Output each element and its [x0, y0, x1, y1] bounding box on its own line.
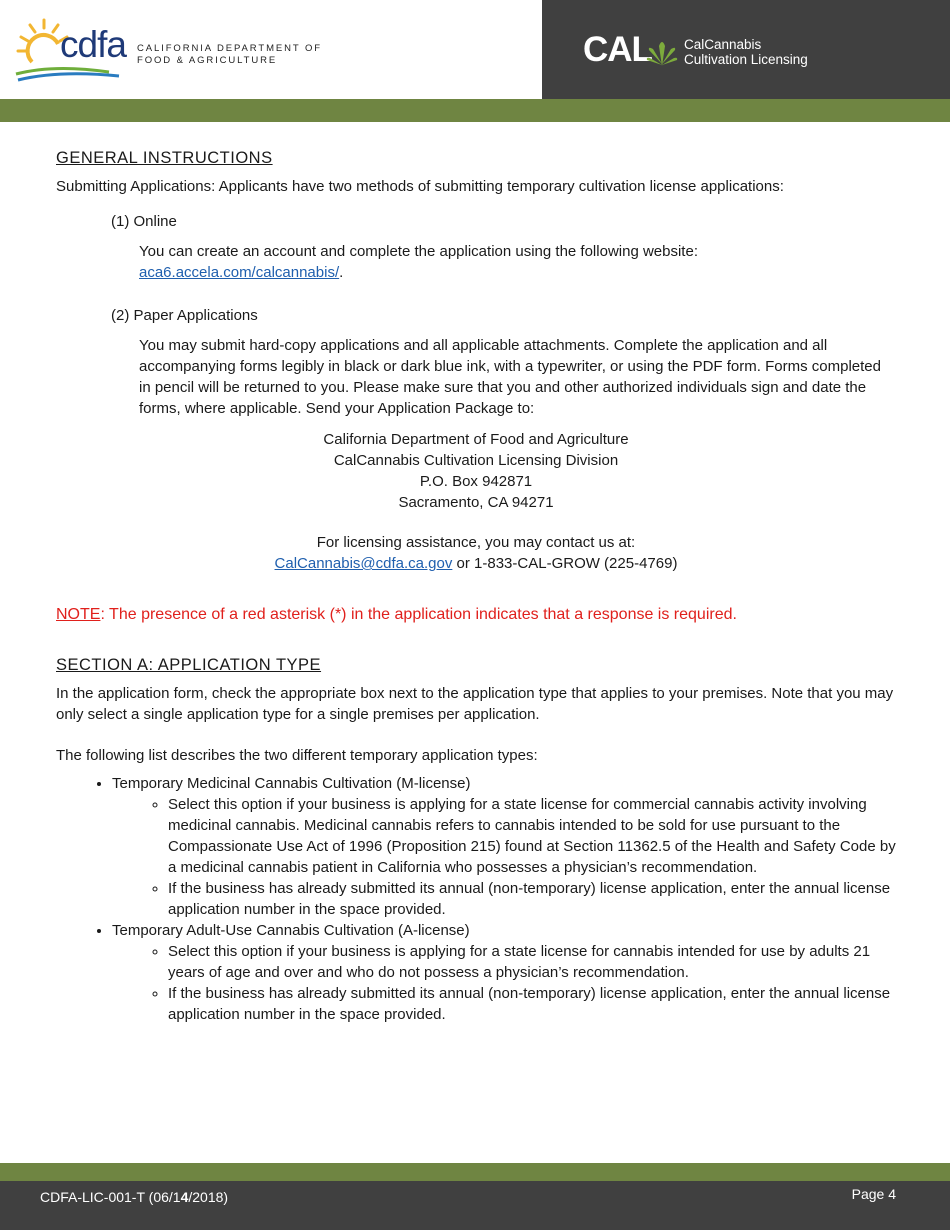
- cdfa-logo-area: [0, 0, 542, 99]
- section-a-list-intro: The following list describes the two different temporary application types:: [56, 747, 538, 764]
- online-application-link[interactable]: aca6.accela.com/calcannabis/: [139, 264, 340, 281]
- form-code-suffix: /2018): [188, 1189, 229, 1205]
- online-link-suffix: .: [339, 264, 344, 281]
- section-a-heading: SECTION A: APPLICATION TYPE: [56, 656, 322, 674]
- header-accent-band: [0, 99, 950, 122]
- cdfa-org-line2: FOOD & AGRICULTURE: [137, 55, 278, 66]
- required-field-note: [56, 604, 896, 625]
- page-footer: [0, 1181, 950, 1230]
- cdfa-org-name: [137, 43, 322, 67]
- general-intro: Submitting Applications: Applicants have two methods of submitting temporary cultivation license applications:: [56, 178, 784, 195]
- section-a-intro: In the application form, check the appropriate box next to the application type that applies to your premises. Note that you may only select a single application type for a single premises per application.: [56, 685, 894, 723]
- form-code: [40, 1189, 228, 1205]
- contact-phone: or 1-833-CAL-GROW (225-4769): [452, 555, 678, 572]
- cal-line2: Cultivation Licensing: [684, 52, 808, 67]
- contact-info: [56, 532, 896, 574]
- page-number: Page 4: [851, 1186, 896, 1202]
- list-item: [112, 920, 896, 1025]
- paper-text: You may submit hard-copy applications and all applicable attachments. Complete the application and all accompanying forms legibly in black or dark blue ink, with a typewriter, or using the PDF form. Forms completed in pencil will be returned to you. Please make sure that you and other authorized individuals sign and date the forms, where applicable. Send your Application Package to:: [139, 337, 881, 417]
- cdfa-org-line1: CALIFORNIA DEPARTMENT OF: [137, 43, 322, 54]
- address-line: Sacramento, CA 94271: [398, 494, 554, 511]
- note-label: NOTE: [56, 606, 101, 623]
- contact-email-link[interactable]: CalCannabis@cdfa.ca.gov: [274, 555, 453, 572]
- method-paper-title: (2) Paper Applications: [111, 307, 258, 324]
- mailing-address: [56, 429, 896, 513]
- list-item: ◦ Select this option if your business is applying for a state license for commercial cannabis activity involving medicinal cannabis. Medicinal cannabis refers to cannabis intended to be sold for use pursuant to the Compassionate Use Act of 1996 (Proposition 215) found at Section 11362.5 of the Health and Safety Code by a medicinal cannabis patient in California who possesses a physician’s recommendation.: [168, 794, 896, 878]
- cal-line1: CalCannabis: [684, 37, 762, 52]
- cdfa-logo-word: cdfa: [60, 24, 126, 65]
- method-online-body: [139, 241, 896, 283]
- general-instructions-heading: GENERAL INSTRUCTIONS: [56, 149, 273, 167]
- cal-logo-word: CAL: [583, 30, 652, 69]
- form-code-prefix: CDFA-LIC-001-T (06/1: [40, 1189, 181, 1205]
- list-item: ◦ If the business has already submitted its annual (non-temporary) license application, enter the annual license application number in the space provided.: [168, 983, 896, 1025]
- online-text: You can create an account and complete the application using the following website:: [139, 243, 698, 260]
- contact-text: For licensing assistance, you may contact us at:: [316, 534, 636, 551]
- page-header: [0, 0, 950, 99]
- sub-list: [112, 941, 896, 1025]
- application-type-list: [56, 773, 896, 1025]
- note-text: : The presence of a red asterisk (*) in the application indicates that a response is required.: [100, 606, 737, 623]
- application-type-title: Temporary Medicinal Cannabis Cultivation (M-license): [112, 775, 471, 792]
- footer-accent-band: [0, 1163, 950, 1181]
- calcannabis-name: [684, 37, 808, 67]
- list-item: ◦ Select this option if your business is applying for a state license for cannabis intended for use by adults 21 years of age and over and who do not possess a physician’s recommendation.: [168, 941, 896, 983]
- form-code-bold: 4: [180, 1189, 189, 1205]
- sub-list: [112, 794, 896, 920]
- application-type-title: Temporary Adult-Use Cannabis Cultivation (A-license): [112, 922, 470, 939]
- method-online-title: (1) Online: [111, 213, 177, 230]
- list-item: ◦ If the business has already submitted its annual (non-temporary) license application, enter the annual license application number in the space provided.: [168, 878, 896, 920]
- address-line: California Department of Food and Agriculture: [323, 431, 629, 448]
- list-item: [112, 773, 896, 920]
- address-line: CalCannabis Cultivation Licensing Division: [333, 452, 619, 469]
- cannabis-leaf-icon: [645, 36, 679, 70]
- address-line: P.O. Box 942871: [419, 473, 533, 490]
- document-body: [56, 148, 896, 1025]
